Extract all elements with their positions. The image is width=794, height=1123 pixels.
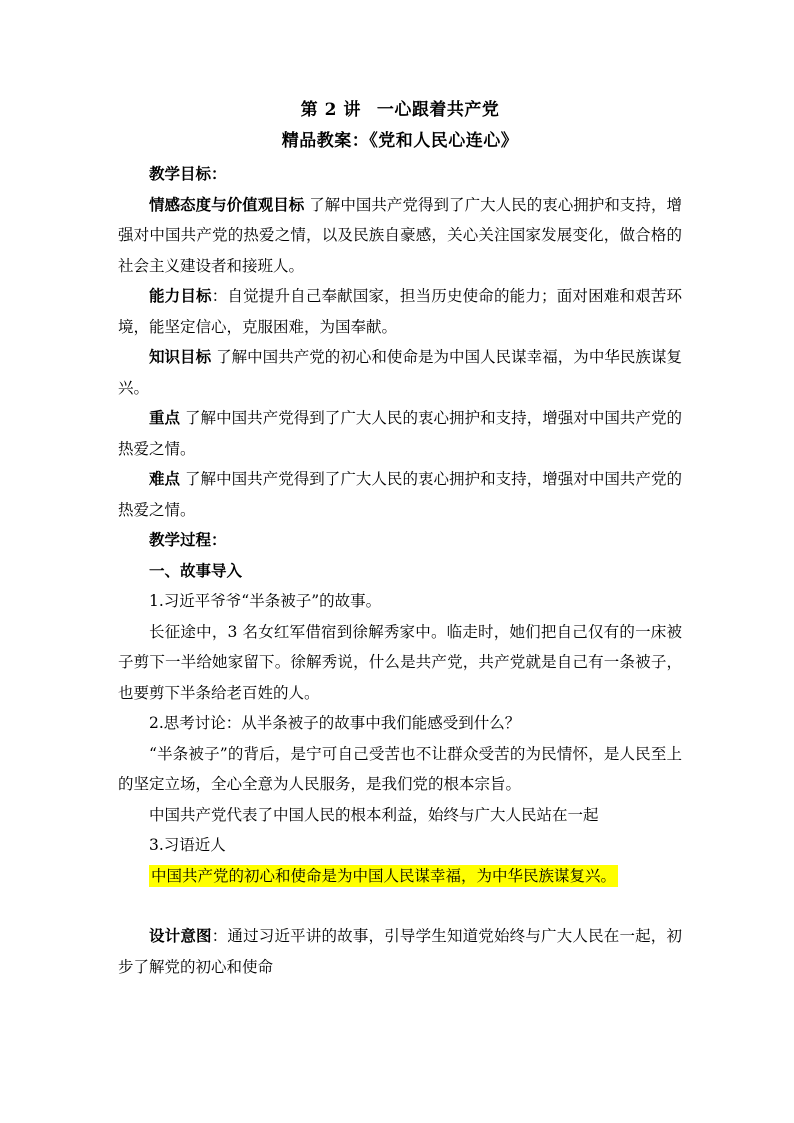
lesson-subtitle: 精品教案：《党和人民心连心》 [281,131,519,151]
list-item-2: 2.思考讨论：从半条被子的故事中我们能感受到什么？ [149,714,521,732]
goal-knowledge-label: 知识目标 [149,347,212,366]
design-intent-label: 设计意图 [149,926,212,945]
quote-paragraph [118,861,682,892]
lesson-heading [118,96,682,124]
goal-knowledge-paragraph [118,342,682,403]
story-paragraph: 长征途中，3 名女红军借宿到徐解秀家中。临走时，她们把自己仅有的一床被子剪下一半给她家留下。徐解秀说，什么是共产党，共产党就是自己有一条被子，也要剪下半条给老百姓的人。 [118,622,682,702]
section-1-heading: 一、故事导入 [149,560,243,580]
key-point-text: 了解中国共产党得到了广大人民的衷心拥护和支持，增强对中国共产党的热爱之情。 [118,409,682,458]
design-intent-paragraph [118,921,682,982]
goal-emotion-label: 情感态度与价值观目标 [149,194,305,214]
list-item-1: 1.习近平爷爷“半条被子”的故事。 [149,592,382,610]
goal-ability-paragraph [118,281,682,342]
discussion-paragraph: “半条被子”的背后，是宁可自己受苦也不让群众受苦的为民情怀，是人民至上的坚定立场，全心全意为人民服务，是我们党的根本宗旨。 [118,744,682,793]
goals-heading: 教学目标： [149,164,227,183]
process-heading: 教学过程： [149,530,227,549]
difficulty-paragraph [118,464,682,525]
highlighted-quote: 中国共产党的初心和使命是为中国人民谋幸福，为中华民族谋复兴。 [151,866,617,885]
key-point-paragraph [118,403,682,464]
difficulty-text: 了解中国共产党得到了广大人民的衷心拥护和支持，增强对中国共产党的热爱之情。 [118,470,682,519]
key-point-label: 重点 [149,408,181,427]
goal-emotion-paragraph [118,190,682,282]
difficulty-label: 难点 [149,469,181,488]
design-intent-text: ：通过习近平讲的故事，引导学生知道党始终与广大人民在一起，初步了解党的初心和使命 [118,927,682,976]
goal-emotion-text: 了解中国共产党得到了广大人民的衷心拥护和支持，增强对中国共产党的热爱之情，以及民族自豪感，关心关注国家发展变化，做合格的社会主义建设者和接班人。 [118,195,682,275]
document-body [118,96,682,982]
summary-paragraph: 中国共产党代表了中国人民的根本利益，始终与广大人民站在一起 [149,805,599,824]
lesson-label: 第 2 讲 [300,100,361,120]
goal-ability-label: 能力目标 [149,286,212,305]
goal-knowledge-text: 了解中国共产党的初心和使命是为中国人民谋幸福，为中华民族谋复兴。 [118,348,682,397]
lesson-title: 一心跟着共产党 [376,100,500,120]
goal-ability-text: ：自觉提升自己奉献国家，担当历史使命的能力；面对困难和艰苦环境，能坚定信心，克服困难，为国奉献。 [118,287,682,336]
list-item-3: 3.习语近人 [149,836,226,854]
